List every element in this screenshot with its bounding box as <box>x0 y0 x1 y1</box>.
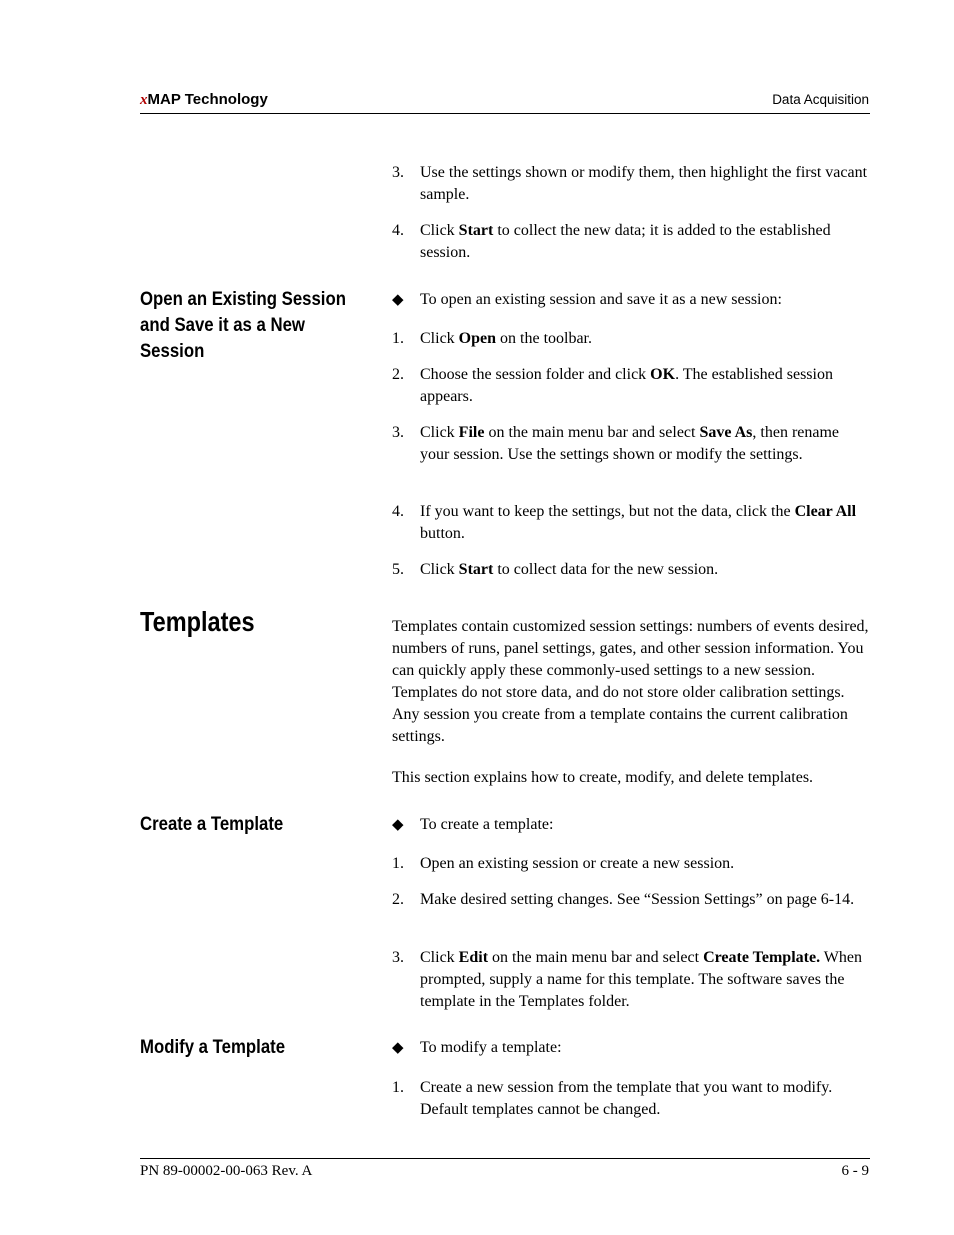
step-text: Click Edit on the main menu bar and select Create Template. When prompted, supply a name for this template. The software saves the template in the Templates folder. <box>420 949 862 1010</box>
step-number: 1. <box>392 330 404 347</box>
modify-template-step <box>392 1077 870 1121</box>
step-text: Click Start to collect the new data; it is added to the established session. <box>420 222 831 261</box>
step-number: 5. <box>392 561 404 578</box>
step-number: 3. <box>392 164 404 181</box>
ui-term: Start <box>458 561 494 578</box>
step-text: Open an existing session or create a new session. <box>420 855 735 872</box>
ui-term: Start <box>458 222 494 239</box>
step-number: 2. <box>392 891 404 908</box>
ui-term: File <box>458 424 485 441</box>
intro-step <box>392 162 870 206</box>
open-session-step <box>392 559 870 581</box>
create-template-step <box>392 889 870 911</box>
step-text: If you want to keep the settings, but not the data, click the Clear All button. <box>420 503 857 542</box>
header-rule <box>140 113 870 114</box>
create-template-step <box>392 853 870 875</box>
templates-scope-paragraph: This section explains how to create, modify, and delete templates. <box>392 769 814 786</box>
ui-term: Clear All <box>794 503 857 520</box>
open-session-bullet: ◆ To open an existing session and save it as a new session: <box>392 289 870 311</box>
step-text: Click Open on the toolbar. <box>420 330 592 347</box>
diamond-bullet-icon: ◆ <box>392 1040 404 1056</box>
ui-term: Save As <box>699 424 753 441</box>
templates-heading: Templates <box>140 606 255 637</box>
diamond-bullet-icon: ◆ <box>392 292 404 308</box>
step-text: Click File on the main menu bar and select Save As, then rename your session. Use the settings shown or modify the settings. <box>420 424 840 463</box>
intro-step <box>392 220 870 264</box>
step-number: 4. <box>392 222 404 239</box>
header-brand <box>140 91 268 109</box>
ui-term: OK <box>650 366 676 383</box>
create-template-heading: Create a Template <box>140 813 284 835</box>
header-section: Data Acquisition <box>772 92 869 107</box>
open-session-step <box>392 501 870 545</box>
step-number: 1. <box>392 1079 404 1096</box>
open-session-step <box>392 328 870 350</box>
step-text: Create a new session from the template that you want to modify. Default templates cannot be changed. <box>420 1079 833 1118</box>
step-number: 4. <box>392 503 404 520</box>
create-template-bullet: ◆ To create a template: <box>392 814 870 836</box>
ui-term: Open <box>458 330 497 347</box>
diamond-bullet-icon: ◆ <box>392 817 404 833</box>
create-template-step <box>392 947 870 1013</box>
brand-prefix: x <box>140 92 148 108</box>
footer-rule <box>140 1158 870 1159</box>
step-number: 2. <box>392 366 404 383</box>
footer-page-number: 6 - 9 <box>841 1163 869 1179</box>
step-text: Choose the session folder and click OK. The established session appears. <box>420 366 833 405</box>
brand-name: MAP Technology <box>147 91 268 108</box>
step-text: Make desired setting changes. See “Session Settings” on page 6-14. <box>420 891 855 908</box>
step-number: 3. <box>392 949 404 966</box>
step-text: Use the settings shown or modify them, then highlight the first vacant sample. <box>420 164 868 203</box>
ui-term: Create Template. <box>703 949 821 966</box>
footer-part-number: PN 89-00002-00-063 Rev. A <box>140 1163 313 1179</box>
open-session-step <box>392 364 870 408</box>
open-session-heading: Open an Existing Session and Save it as a New Session <box>140 288 346 362</box>
templates-intro-paragraph: Templates contain customized session settings: numbers of events desired, numbers of runs, panel settings, gates, and other session information. You can quickly apply these commonly-used settings to a new session. Templates do not store data, and do not store older calibration settings. Any session you create from a template contains the current calibration settings. <box>392 618 869 745</box>
step-number: 3. <box>392 424 404 441</box>
ui-term: Edit <box>458 949 489 966</box>
open-session-step <box>392 422 870 466</box>
step-number: 1. <box>392 855 404 872</box>
step-text: Click Start to collect data for the new session. <box>420 561 719 578</box>
modify-template-bullet: ◆ To modify a template: <box>392 1037 870 1059</box>
modify-template-heading: Modify a Template <box>140 1036 286 1058</box>
